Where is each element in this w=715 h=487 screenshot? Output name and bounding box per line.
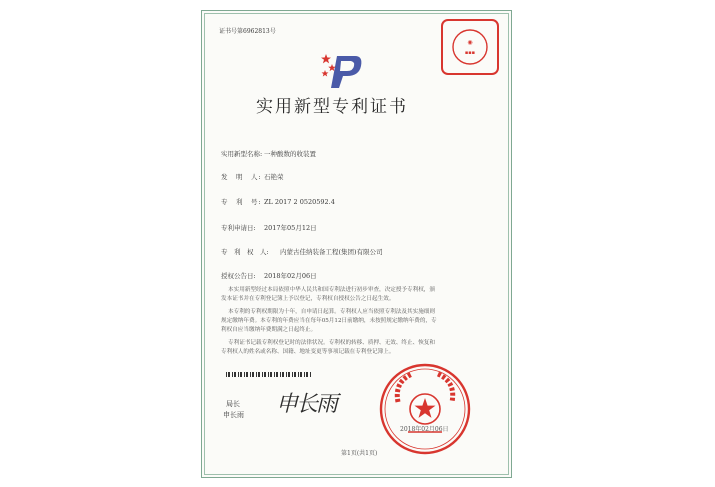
field-value-utility-name: 一种酸数的收装置 — [264, 150, 316, 158]
field-label-patentee: 专 利 权 人: — [221, 248, 269, 256]
page-footer: 第1页(共1页) — [341, 450, 378, 457]
director-title: 局长 — [226, 400, 240, 408]
field-label-inventor: 发 明 人: — [221, 173, 262, 181]
body-text-line: 本专利的专利权期限为十年，自申请日起算。专利权人应当依照专利法及其实施细则 — [228, 309, 435, 315]
field-label-grant-date: 授权公告日: — [221, 272, 256, 280]
field-label-utility-name: 实用新型名称: — [221, 150, 263, 158]
body-text-line: 专利证书记载专利权登记时的法律状况。专利权的转移、质押、无效、终止、恢复和 — [228, 340, 435, 346]
seal-date: 2018年02月06日 — [400, 426, 449, 433]
director-name: 申长雨 — [223, 411, 244, 419]
certificate-title: 实用新型专利证书 — [256, 97, 408, 117]
svg-text:◉: ◉ — [467, 39, 473, 46]
certificate-number: 证书号第6962813号 — [219, 28, 276, 35]
national-seal-icon — [378, 362, 472, 456]
body-text-line: 发本证书并在专利登记簿上予以登记，专利权自授权公告之日起生效。 — [221, 296, 395, 302]
patent-office-logo-icon — [317, 50, 363, 90]
field-value-patent-number: ZL 2017 2 0520592.4 — [264, 198, 335, 206]
field-value-grant-date: 2018年02月06日 — [264, 272, 317, 280]
field-value-inventor: 石艳荣 — [264, 173, 284, 181]
body-text-line: 专利权人的姓名或名称、国籍、地址变更等事项记载在专利登记簿上。 — [221, 349, 395, 355]
director-signature: 申长雨 — [276, 392, 337, 417]
top-right-seal-icon — [438, 14, 502, 78]
barcode — [226, 372, 312, 377]
body-text-line: 本实用新型经过本局依照中华人民共和国专利法进行初步审查，决定授予专利权，颁 — [228, 287, 435, 293]
field-value-application-date: 2017年05月12日 — [264, 224, 317, 232]
svg-text:▪▪▪: ▪▪▪ — [464, 50, 476, 56]
field-value-patentee: 内蒙古佳纳装备工程(集团)有限公司 — [280, 248, 383, 256]
body-text-line: 利权自应当缴纳年费期满之日起终止。 — [221, 327, 317, 333]
field-label-application-date: 专利申请日: — [221, 224, 256, 232]
body-text-line: 规定缴纳年费。本专利的年费应当在每年05月12日前缴纳，未按照规定缴纳年费的，专 — [221, 318, 437, 324]
field-label-patent-number: 专 利 号: — [221, 198, 262, 206]
